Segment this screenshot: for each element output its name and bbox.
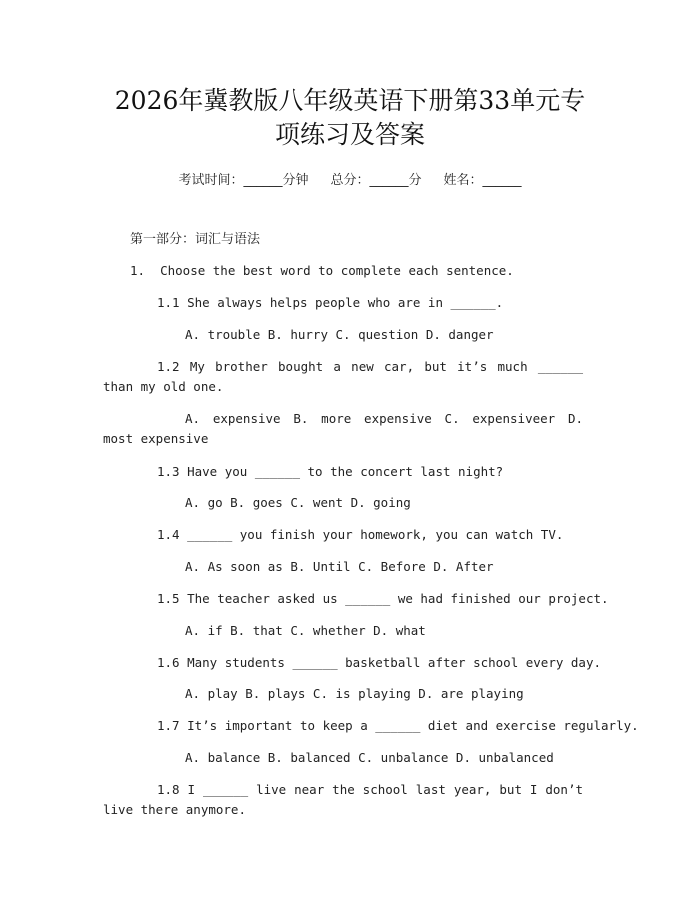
question-options: A. play B. plays C. is playing D. are playing xyxy=(185,686,524,701)
question-options: A. balance B. balanced C. unbalance D. unbalanced xyxy=(185,750,554,765)
total-score-field: 总分：______分 xyxy=(330,173,422,188)
question-stem: 1.8 I ______ live near the school last year, but I don’t live there anymore. xyxy=(103,782,583,817)
question-stem: 1.7 It’s important to keep a ______ diet and exercise regularly. xyxy=(157,718,639,733)
student-name-field: 姓名：______ xyxy=(443,173,522,188)
question-stem: 1.3 Have you ______ to the concert last night? xyxy=(157,464,504,479)
question-options: A. go B. goes C. went D. going xyxy=(185,495,411,510)
question-stem: 1.1 She always helps people who are in ______. xyxy=(157,295,504,310)
exam-time-field: 考试时间：______分钟 xyxy=(178,173,309,188)
question-stem: 1.2 My brother bought a new car, but it’s much ______ than my old one. xyxy=(103,359,583,394)
question-stem: 1.4 ______ you finish your homework, you can watch TV. xyxy=(157,527,564,542)
question-options: A. trouble B. hurry C. question D. danger xyxy=(185,327,494,342)
question-stem: 1.6 Many students ______ basketball after school every day. xyxy=(157,655,602,670)
exam-meta xyxy=(0,169,700,188)
question-options: A. expensive B. more expensive C. expensiveer D. most expensive xyxy=(103,411,583,446)
document-title-line-2: 项练习及答案 xyxy=(274,120,425,149)
question-stem: 1.5 The teacher asked us ______ we had finished our project. xyxy=(157,591,609,606)
section-heading: 第一部分：词汇与语法 xyxy=(130,232,261,247)
section-instruction: 1. Choose the best word to complete each sentence. xyxy=(130,263,514,278)
document-title-line-1: 2026年冀教版八年级英语下册第33单元专 xyxy=(114,86,586,115)
question-options: A. if B. that C. whether D. what xyxy=(185,623,426,638)
question-options: A. As soon as B. Until C. Before D. After xyxy=(185,559,494,574)
